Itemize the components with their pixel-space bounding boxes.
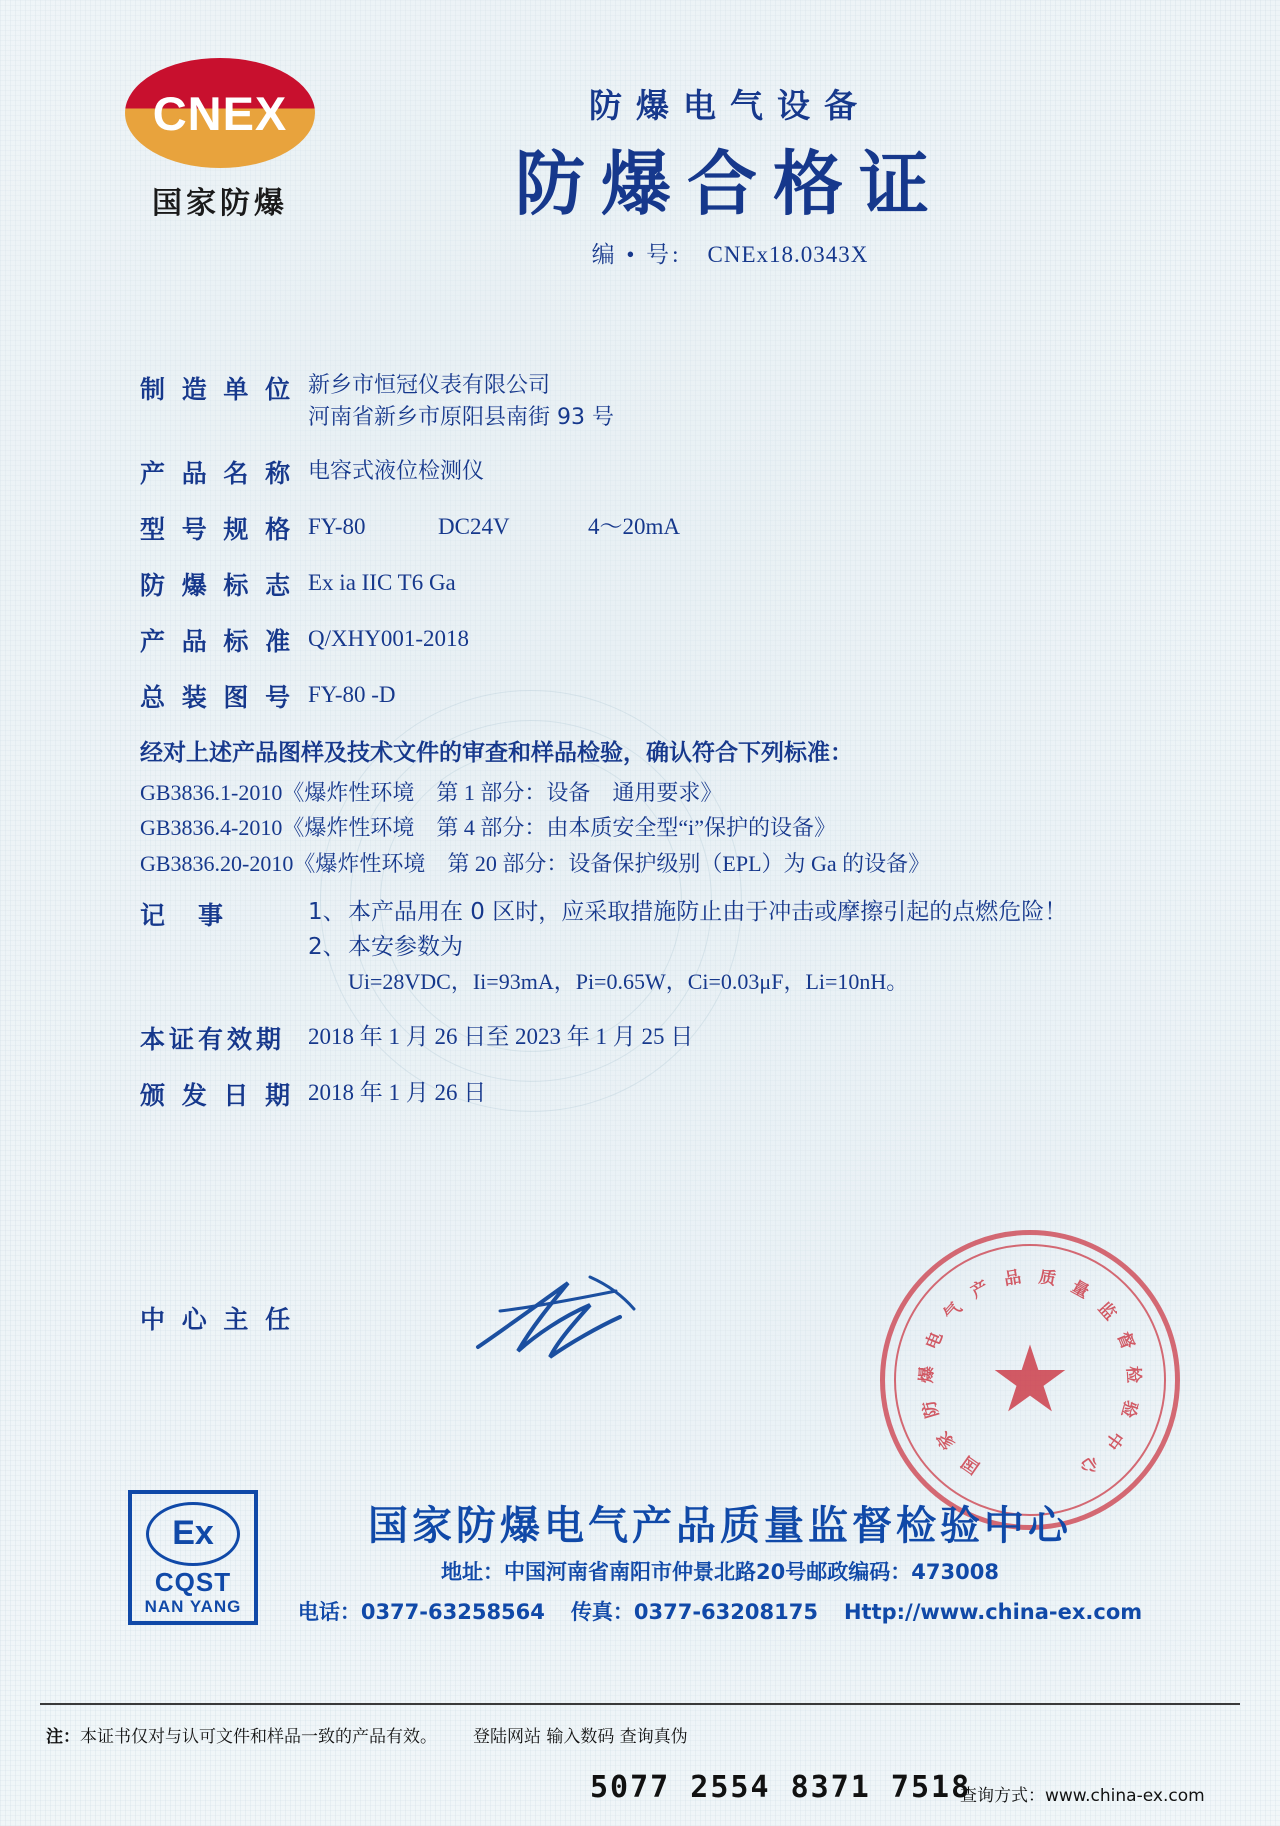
phone-label: 电话： — [297, 1600, 361, 1624]
manufacturer-address: 河南省新乡市原阳县南街 93 号 — [308, 404, 614, 430]
star-icon: ★ — [988, 1329, 1072, 1431]
verification-tip: 登陆网站 输入数码 查询真伪 — [473, 1727, 688, 1747]
model-value-1: FY-80 — [308, 513, 366, 539]
manufacturer-name: 新乡市恒冠仪表有限公司 — [308, 373, 551, 398]
standard-line: GB3836.20-2010《爆炸性环境 第 20 部分：设备保护级别（EPL）为 Ga 的设备》 — [140, 851, 931, 877]
field-manufacturer-label: 制 造 单 位 — [140, 375, 295, 404]
field-validity — [140, 1020, 1150, 1056]
cnex-logo-subtitle: 国家防爆 — [152, 186, 288, 221]
cqst-badge — [128, 1490, 258, 1625]
note-subtext: Ui=28VDC，Ii=93mA，Pi=0.65W，Ci=0.03μF，Li=10nH。 — [348, 969, 909, 995]
field-ex-mark-label: 防 爆 标 志 — [140, 570, 295, 600]
field-validity-value: 2018 年 1 月 26 日至 2023 年 1 月 25 日 — [308, 1024, 694, 1050]
organization-contact — [280, 1596, 1160, 1626]
postcode-value: 473008 — [911, 1560, 999, 1584]
query-label: 查询方式： — [960, 1786, 1045, 1806]
postcode-label: 邮政编码： — [806, 1560, 912, 1584]
field-product-name-label: 产 品 名 称 — [140, 458, 295, 488]
address-value: 中国河南省南阳市仲景北路20号 — [504, 1560, 807, 1584]
nanyang-label: NAN YANG — [144, 1596, 242, 1616]
field-product-standard — [140, 622, 1150, 658]
website-link[interactable]: Http://www.china-ex.com — [843, 1600, 1143, 1624]
note-text: 本安参数为 — [348, 934, 463, 960]
field-assembly-drawing — [140, 678, 1150, 714]
note-text: 本产品用在 0 区时，应采取措施防止由于冲击或摩擦引起的点燃危险！ — [348, 898, 1068, 925]
field-model-value — [308, 510, 680, 543]
ex-icon: Ex — [146, 1502, 240, 1566]
fax-value: 0377-63208175 — [633, 1600, 818, 1624]
cnex-logo-text: CNEX — [152, 86, 288, 140]
field-ex-mark-value: Ex ia IIC T6 Ga — [308, 569, 456, 595]
product-name-value: 电容式液位检测仪 — [308, 458, 485, 484]
signature-label: 中 心 主 任 — [140, 1305, 295, 1334]
standards-block — [140, 734, 1150, 882]
field-assembly-drawing-value: FY-80 -D — [308, 681, 396, 707]
notes-list — [308, 896, 1067, 999]
director-signature — [470, 1265, 680, 1375]
organization-address — [280, 1556, 1160, 1586]
note-item — [308, 896, 1067, 929]
verification-note-text: 本证书仅对与认可文件和样品一致的产品有效。 — [80, 1727, 437, 1747]
cqst-label: CQST — [154, 1567, 232, 1597]
field-notes — [140, 896, 1150, 999]
fax-label: 传真： — [570, 1600, 634, 1624]
field-model-label: 型 号 规 格 — [140, 514, 295, 544]
signature-row — [140, 1300, 1150, 1336]
field-issue-date-label: 颁 发 日 期 — [140, 1081, 295, 1111]
field-issue-date — [140, 1076, 1150, 1112]
field-assembly-drawing-label: 总 装 图 号 — [140, 682, 295, 712]
field-notes-label: 记 事 — [140, 900, 228, 930]
address-label: 地址： — [441, 1560, 505, 1584]
seal-inner-ring — [894, 1244, 1166, 1516]
certificate-number — [360, 236, 1100, 269]
query-value[interactable]: www.china-ex.com — [1045, 1786, 1205, 1806]
seal-outer-ring — [880, 1230, 1180, 1530]
official-seal — [880, 1230, 1180, 1530]
field-manufacturer — [140, 370, 1150, 434]
cnex-logo-oval — [125, 58, 315, 168]
field-product-name-value — [308, 454, 484, 488]
cnex-logo — [120, 58, 320, 222]
phone-value: 0377-63258564 — [360, 1600, 545, 1624]
seal-text: 国 家 防 爆 电 气 产 品 质 量 监 督 检 验 中 心 — [916, 1267, 1144, 1478]
note-number: 1、 — [308, 898, 346, 925]
certificate-fields — [140, 370, 1150, 1132]
certificate-header — [0, 58, 1280, 288]
certificate-number-value: CNEx18.0343X — [707, 242, 869, 267]
standards-intro: 经对上述产品图样及技术文件的审查和样品检验，确认符合下列标准： — [140, 739, 853, 766]
field-model — [140, 510, 1150, 546]
organization-name: 国家防爆电气产品质量监督检验中心 — [368, 1503, 1072, 1549]
model-value-3: 4～20mA — [588, 513, 680, 539]
field-validity-label: 本证有效期 — [140, 1025, 286, 1055]
verification-note-prefix: 注： — [46, 1727, 80, 1747]
standard-line: GB3836.1-2010《爆炸性环境 第 1 部分：设备 通用要求》 — [140, 779, 723, 805]
field-issue-date-value: 2018 年 1 月 26 日 — [308, 1080, 487, 1106]
note-item — [308, 931, 1067, 964]
field-product-standard-label: 产 品 标 准 — [140, 626, 295, 656]
field-product-name — [140, 454, 1150, 490]
document-subtitle: 防爆电气设备 — [589, 86, 871, 125]
verification-note — [46, 1722, 688, 1747]
field-product-standard-value: Q/XHY001-2018 — [308, 625, 469, 651]
query-method — [960, 1781, 1205, 1806]
standard-line: GB3836.4-2010《爆炸性环境 第 4 部分：由本质安全型“i”保护的设备》 — [140, 815, 837, 841]
footer-divider — [40, 1703, 1240, 1705]
verification-code: 5077 2554 8371 7518 — [590, 1770, 972, 1805]
field-ex-mark — [140, 566, 1150, 602]
note-number: 2、 — [308, 934, 346, 960]
model-value-2: DC24V — [438, 513, 510, 539]
page-title: 防爆合格证 — [515, 143, 945, 225]
certificate-number-label: 编 • 号: — [591, 242, 682, 267]
field-manufacturer-value — [308, 370, 614, 434]
